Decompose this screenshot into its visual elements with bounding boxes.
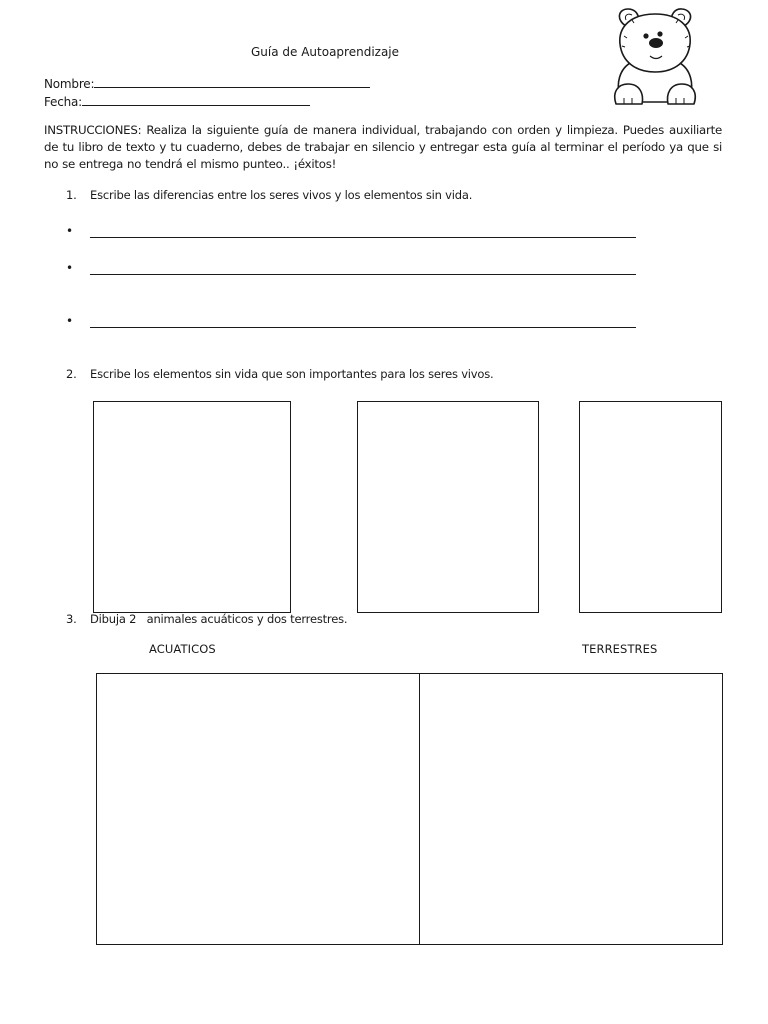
drawing-area-acuaticos[interactable] [97, 674, 420, 944]
answer-box-3[interactable] [579, 401, 722, 613]
answer-line-2[interactable] [90, 274, 636, 275]
question-2-number: 2. [66, 367, 77, 381]
question-2-text: Escribe los elementos sin vida que son importantes para los seres vivos. [90, 367, 494, 381]
answer-line-3[interactable] [90, 327, 636, 328]
name-label: Nombre: [44, 77, 95, 91]
instructions: INSTRUCCIONES: Realiza la siguiente guía de manera individual, trabajando con orden y limpieza. Puedes auxiliarte de tu libro de texto y tu cuaderno, debes de trabajar en silencio y entregar esta guía al terminar el período ya que si no se entrega no tendrá el mismo punteo.. ¡éxitos! [44, 123, 722, 171]
column-header-acuaticos: ACUATICOS [149, 642, 216, 656]
drawing-table [96, 673, 723, 945]
page-title: Guía de Autoaprendizaje [250, 45, 400, 59]
bear-icon [612, 6, 698, 108]
date-label: Fecha: [44, 95, 83, 109]
question-3-number: 3. [66, 612, 77, 626]
drawing-area-terrestres[interactable] [420, 674, 722, 944]
question-1-text: Escribe las diferencias entre los seres vivos y los elementos sin vida. [90, 188, 473, 202]
date-line[interactable] [82, 94, 310, 106]
name-line[interactable] [94, 76, 370, 88]
bullet-3: • [66, 314, 74, 328]
question-3-text: Dibuja 2 animales acuáticos y dos terrestres. [90, 612, 348, 626]
name-field[interactable] [44, 76, 370, 91]
bullet-2: • [66, 261, 74, 275]
date-field[interactable] [44, 94, 310, 109]
answer-line-1[interactable] [90, 237, 636, 238]
answer-box-2[interactable] [357, 401, 539, 613]
question-1-number: 1. [66, 188, 77, 202]
answer-box-1[interactable] [93, 401, 291, 613]
column-header-terrestres: TERRESTRES [582, 642, 658, 656]
bullet-1: • [66, 224, 74, 238]
